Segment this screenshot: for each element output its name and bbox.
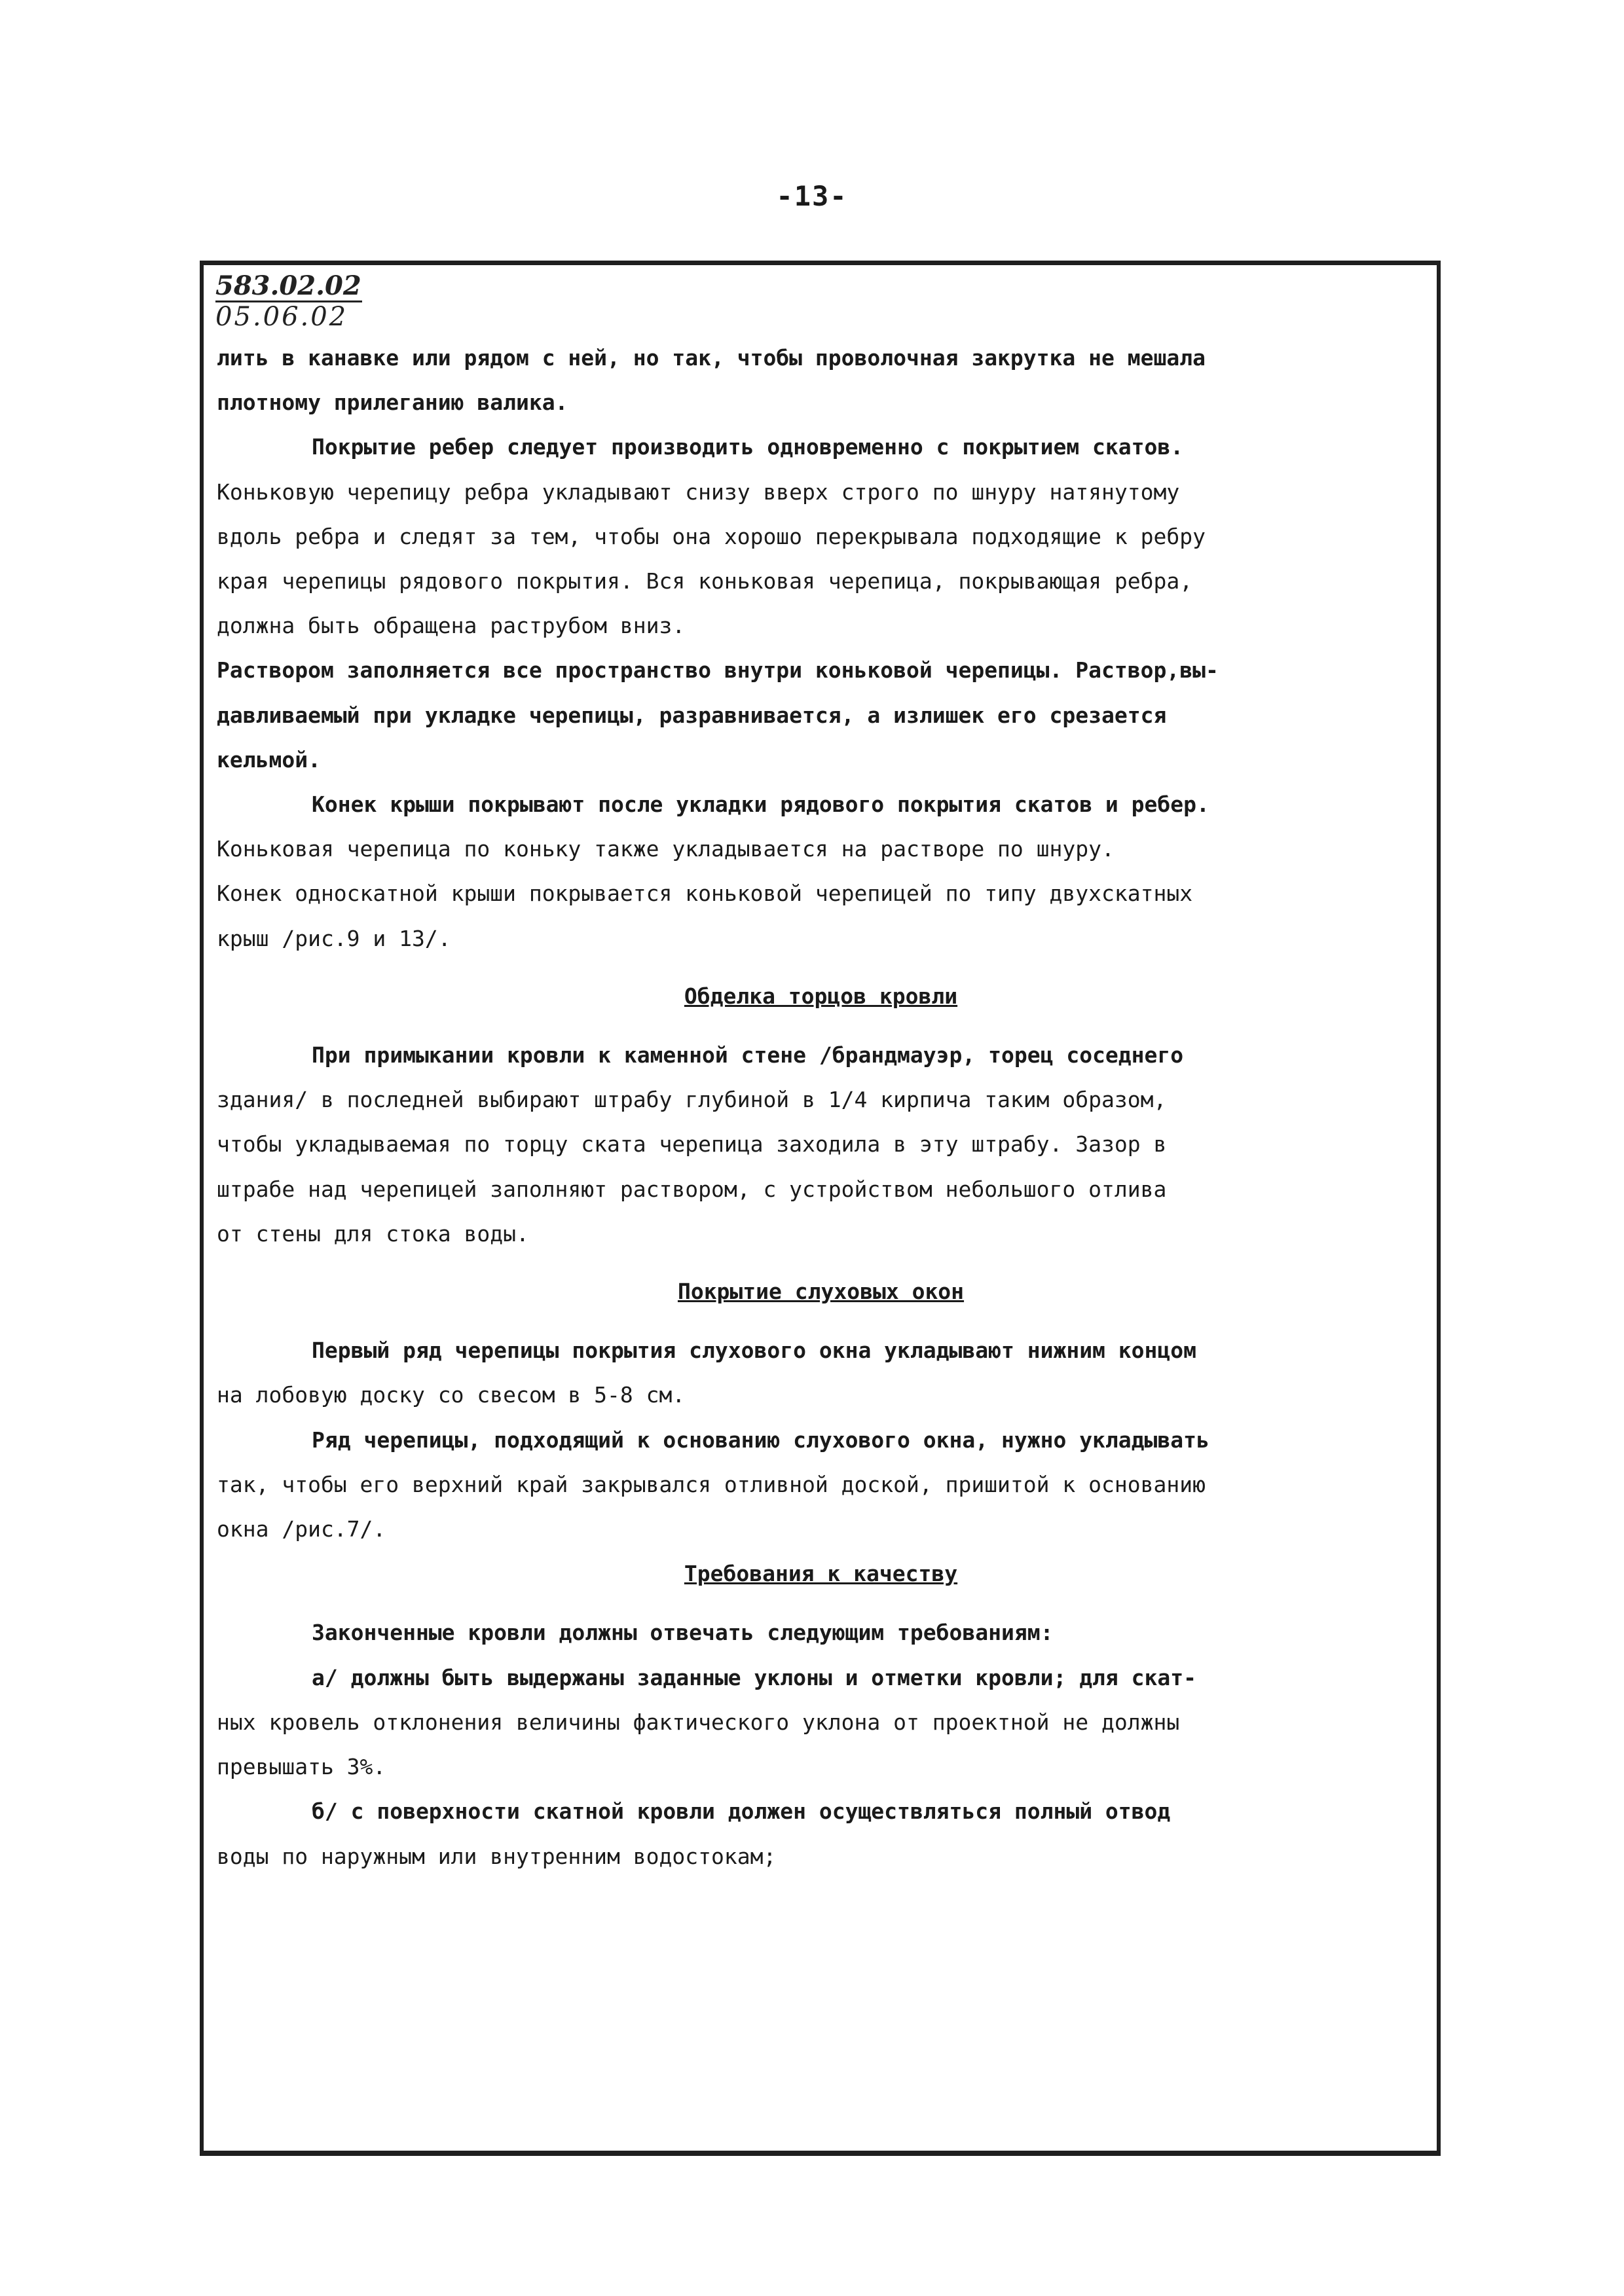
- text-line: лить в канавке или рядом с ней, но так, чтобы проволочная закрутка не мешала: [217, 345, 1206, 371]
- text-line: Покрытие ребер следует производить одновременно с покрытием скатов.: [312, 434, 1184, 460]
- document-body: [217, 336, 1425, 1879]
- text-line: При примыкании кровли к каменной стене /брандмауэр, торец соседнего: [312, 1042, 1184, 1068]
- text-line: ных кровель отклонения величины фактического уклона от проектной не должны: [217, 1709, 1180, 1735]
- text-line: б/ с поверхности скатной кровли должен осуществляться полный отвод: [312, 1798, 1171, 1825]
- text-line: Конек крыши покрывают после укладки рядового покрытия скатов и ребер.: [312, 792, 1209, 818]
- text-line: Коньковая черепица по коньку также укладывается на растворе по шнуру.: [217, 836, 1115, 862]
- text-line: окна /рис.7/.: [217, 1516, 386, 1542]
- document-frame: [200, 261, 1441, 2156]
- page-number: -13-: [776, 180, 848, 212]
- section-heading: Обделка торцов кровли: [684, 983, 958, 1009]
- document-stamp: [215, 272, 362, 331]
- text-line: Конек односкатной крыши покрывается коньковой черепицей по типу двухскатных: [217, 881, 1193, 907]
- text-line: Законченные кровли должны отвечать следующим требованиям:: [312, 1620, 1054, 1646]
- text-line: плотному прилеганию валика.: [217, 390, 568, 416]
- text-line: Первый ряд черепицы покрытия слухового окна укладывают нижним концом: [312, 1338, 1197, 1364]
- text-line: так, чтобы его верхний край закрывался отливной доской, пришитой к основанию: [217, 1471, 1206, 1497]
- text-line: края черепицы рядового покрытия. Вся коньковая черепица, покрывающая ребра,: [217, 568, 1193, 594]
- text-line: а/ должны быть выдержаны заданные уклоны и отметки кровли; для скат-: [312, 1664, 1197, 1690]
- text-line: крыш /рис.9 и 13/.: [217, 925, 451, 951]
- text-line: чтобы укладываемая по торцу ската черепица заходила в эту штрабу. Зазор в: [217, 1131, 1167, 1157]
- text-line: превышать 3%.: [217, 1754, 386, 1780]
- text-line: вдоль ребра и следят за тем, чтобы она хорошо перекрывала подходящие к ребру: [217, 523, 1206, 549]
- stamp-code-secondary: 05.06.02: [215, 302, 348, 332]
- text-line: штрабе над черепицей заполняют раствором, с устройством небольшого отлива: [217, 1176, 1167, 1202]
- stamp-code-primary: 583.02.02: [215, 270, 361, 301]
- text-line: должна быть обращена раструбом вниз.: [217, 613, 686, 639]
- text-line: от стены для стока воды.: [217, 1220, 529, 1247]
- text-line: давливаемый при укладке черепицы, разравнивается, а излишек его срезается: [217, 702, 1167, 728]
- section-heading: Требования к качеству: [684, 1561, 958, 1587]
- section-heading: Покрытие слуховых окон: [677, 1279, 965, 1305]
- text-line: здания/ в последней выбирают штрабу глубиной в 1/4 кирпича таким образом,: [217, 1087, 1167, 1113]
- text-line: воды по наружным или внутренним водостокам;: [217, 1843, 777, 1869]
- text-line: кельмой.: [217, 746, 321, 773]
- text-line: Раствором заполняется все пространство внутри коньковой черепицы. Раствор,вы-: [217, 657, 1219, 683]
- text-line: Коньковую черепицу ребра укладывают снизу вверх строго по шнуру натянутому: [217, 479, 1180, 505]
- text-line: Ряд черепицы, подходящий к основанию слухового окна, нужно укладывать: [312, 1427, 1209, 1453]
- text-line: на лобовую доску со свесом в 5-8 см.: [217, 1382, 686, 1408]
